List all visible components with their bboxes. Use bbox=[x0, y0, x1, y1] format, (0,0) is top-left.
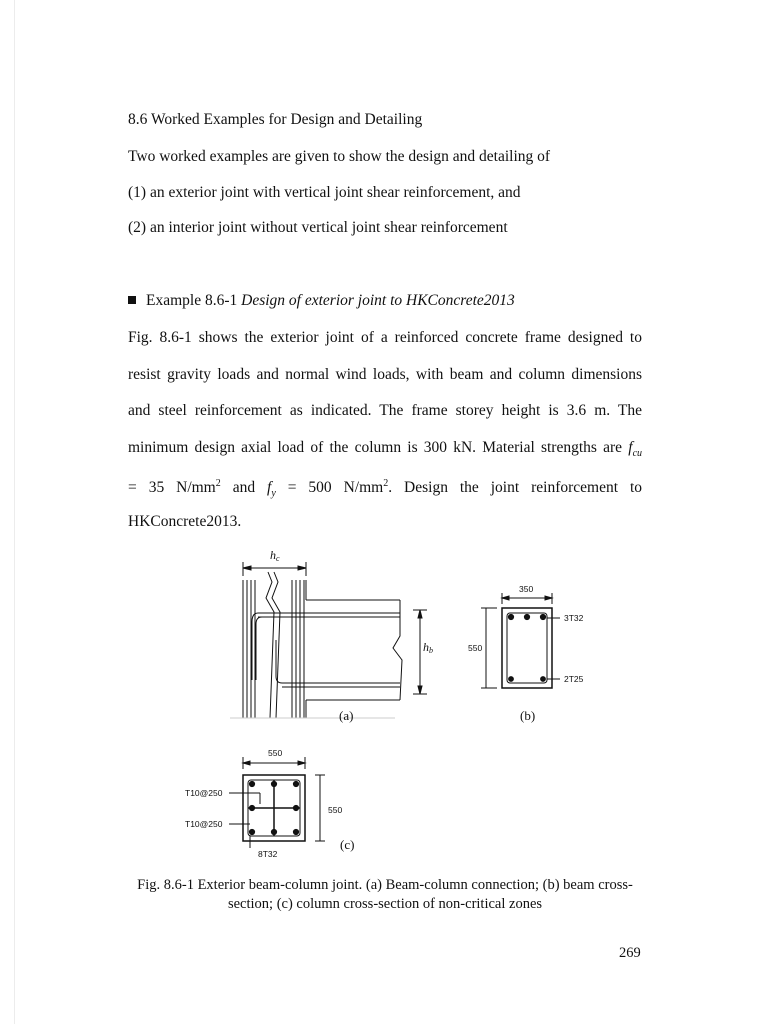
column-bars-label: 8T32 bbox=[258, 849, 278, 859]
intro-line-3: (2) an interior joint without vertical joint shear reinforcement bbox=[128, 219, 508, 236]
section-heading: 8.6 Worked Examples for Design and Detailing bbox=[128, 111, 423, 128]
column-width-label: 550 bbox=[268, 748, 283, 758]
example-title: Design of exterior joint to HKConcrete2013 bbox=[241, 292, 515, 309]
caption-line-2: section; (c) column cross-section of non-critical zones bbox=[227, 896, 543, 912]
caption-line-1: Fig. 8.6-1 Exterior beam-column joint. (a) Beam-column connection; (b) beam cross- bbox=[137, 877, 633, 893]
intro-line-2: (1) an exterior joint with vertical joint shear reinforcement, and bbox=[128, 184, 521, 201]
label-c: (c) bbox=[340, 837, 355, 852]
beam-top-bars-label: 3T32 bbox=[564, 613, 584, 623]
body-line-2: resist gravity loads and normal wind loads, with beam and column dimensions bbox=[128, 366, 642, 383]
column-depth-label: 550 bbox=[328, 805, 343, 815]
diagram-b bbox=[481, 593, 560, 688]
link-1-label: T10@250 bbox=[185, 788, 223, 798]
link-2-label: T10@250 bbox=[185, 819, 223, 829]
hb-label: hb bbox=[423, 640, 433, 655]
label-a: (a) bbox=[339, 708, 354, 723]
body-line-1: Fig. 8.6-1 shows the exterior joint of a reinforced concrete frame designed to bbox=[128, 329, 642, 346]
body-line-4-text: minimum design axial load of the column is 300 kN. Material strengths are bbox=[128, 439, 623, 456]
beam-bottom-bars-label: 2T25 bbox=[564, 674, 584, 684]
diagram-a bbox=[230, 562, 427, 718]
page-number: 269 bbox=[619, 945, 641, 961]
body-line-3: and steel reinforcement as indicated. The frame storey height is 3.6 m. The bbox=[128, 402, 642, 419]
diagram-c bbox=[229, 757, 325, 848]
body-line-5: = 35 $N/mm^2$ and $f_y = 500$ $N/mm^2$. Design the joint reinforcement to bbox=[128, 478, 643, 500]
figure-caption bbox=[100, 876, 670, 914]
example-prefix: Example 8.6-1 bbox=[146, 292, 238, 309]
intro-line-1: Two worked examples are given to show the design and detailing of bbox=[128, 148, 551, 165]
beam-width-label: 350 bbox=[519, 584, 534, 594]
body-line-6: HKConcrete2013. bbox=[128, 513, 242, 530]
beam-depth-label: 550 bbox=[468, 643, 483, 653]
label-b: (b) bbox=[520, 708, 536, 723]
hc-label: hc bbox=[270, 548, 280, 563]
fcu-symbol: $f_{cu}$ bbox=[628, 439, 643, 460]
